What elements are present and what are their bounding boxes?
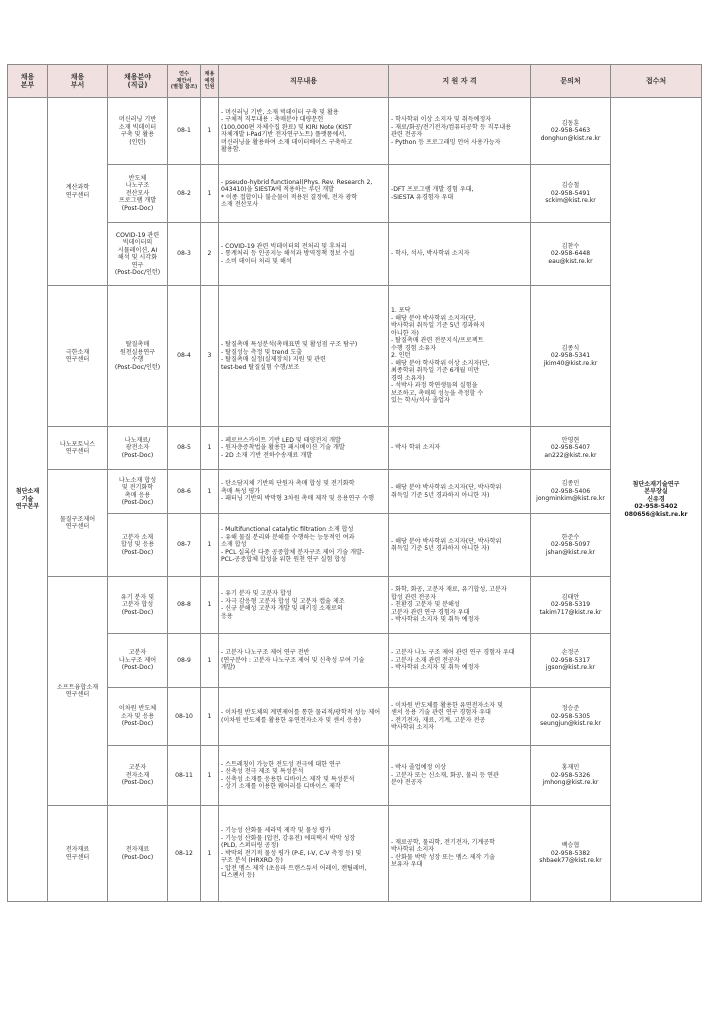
inquiry: 김찬수 02-958-6448 eau@kist.re.kr <box>531 223 611 286</box>
duties: - 고분자 나노구조 제어 연구 전반 (연구분야 : 고분자 나노구조 제어 및 신축성 부여 기술 개발) <box>219 634 389 688</box>
duties: - 기능성 산화물 세라믹 제작 및 물성 평가 - 기능성 산화물 (압전, 강유전) 에피택시 박막 성장 (PLD, 스퍼터링 공정) - 박막의 전기적 물성 평가 (P-E, I-V, C-V 측정 등) 및 구조 분석 (HRXRD 등) - 압전 멤스 제작 (초음파 트랜스듀서 어레이, 캔틸레버, 디스펜서 등) <box>219 806 389 902</box>
field: 고분자 소재 합성 및 응용 (Post-Doc) <box>108 514 168 577</box>
qualifications: - 박사 졸업예정 이상 - 고분자 또는 신소재, 화공, 물리 등 연관 분야 전공자 <box>389 746 531 806</box>
field: 고분자 전자소재 (Post-Doc) <box>108 746 168 806</box>
qualifications: - 해당 분야 박사학위 소지자(단, 박사학위 취득일 기준 5년 경과하지 아니한 자) <box>389 470 531 514</box>
duties: - COVID-19 관련 빅데이터의 전처리 및 후처리 - 통계처리 등 인공지능 해석과 방역정책 정보 수집 - 소비 데이터 처리 및 해석 <box>219 223 389 286</box>
header-row <box>8 65 702 98</box>
inquiry: 김동훈 02-958-5463 donghun@kist.re.kr <box>531 98 611 165</box>
header-dept: 채용 부서 <box>48 65 108 98</box>
count: 1 <box>201 514 219 577</box>
duties: - 스트레칭이 가능한 전도성 전극에 대한 연구 - 신축성 전극 제조 및 특성분석 - 신축성 소재를 응용한 디바이스 제작 및 특성분석 - 상기 소재를 이용한 웨어러블 디바이스 제작 <box>219 746 389 806</box>
field: 이차원 반도체 소자 및 응용 (Post-Doc) <box>108 688 168 746</box>
code: 08-9 <box>168 634 201 688</box>
field: COVID-19 관련 빅데이터의 시뮬레이션, AI 해석 및 시각화 연구 (Post-Doc/인턴) <box>108 223 168 286</box>
code: 08-8 <box>168 577 201 634</box>
contact-box: 첨단소재기술연구 본부장실 신유경 02-958-5402 080656@kist.re.kr <box>611 98 702 902</box>
dept-soft-hybrid: 소프트융합소재 연구센터 <box>48 577 108 806</box>
inquiry: 한준수 02-958-5097 jshan@kist.re.kr <box>531 514 611 577</box>
table-row <box>8 577 702 634</box>
code: 08-12 <box>168 806 201 902</box>
inquiry: 손정곤 02-958-5317 jgson@kist.re.kr <box>531 634 611 688</box>
qualifications: - 고분자 나노 구조 제어 관련 연구 경험자 우대 - 고분자 소재 관련 전공자 - 박사학위 소지자 및 취득 예정자 <box>389 634 531 688</box>
header-qualifications: 지 원 자 격 <box>389 65 531 98</box>
count: 1 <box>201 688 219 746</box>
dept-computational: 계산과학 연구센터 <box>48 98 108 286</box>
qualifications: - 학사, 석사, 박사학위 소지자 <box>389 223 531 286</box>
dept-materials-structure: 물질구조제어 연구센터 <box>48 470 108 577</box>
qualifications: -DFT 프로그램 개발 경험 우대, -SIESTA 유경험자 우대 <box>389 165 531 223</box>
field: 나노소재 합성 및 전기화학 촉매 응용 (Post-Doc) <box>108 470 168 514</box>
code: 08-5 <box>168 427 201 470</box>
header-inquiry: 문의처 <box>531 65 611 98</box>
inquiry: 김태안 02-958-5319 takim717@kist.re.kr <box>531 577 611 634</box>
count: 1 <box>201 634 219 688</box>
table-row <box>8 165 702 223</box>
count: 1 <box>201 806 219 902</box>
count: 1 <box>201 427 219 470</box>
table-row <box>8 806 702 902</box>
count: 1 <box>201 98 219 165</box>
inquiry: 홍재민 02-958-5326 jmhong@kist.re.kr <box>531 746 611 806</box>
dept-extreme-materials: 극한소재 연구센터 <box>48 286 108 427</box>
recruitment-table <box>7 64 702 902</box>
duties: - 페로브스카이트 기반 LED 및 태양전지 개발 - 원자층증착법을 활용한 패시베이션 기술 개발 - 2D 소재 기반 전하수송재료 개발 <box>219 427 389 470</box>
table-row <box>8 470 702 514</box>
duties: - 유기 분자 및 고분자 합성 - 자극 감응형 고분자 합성 및 고분자 캡슐 제조 - 신규 분해성 고분자 개발 및 패키징 소재로의 응용 <box>219 577 389 634</box>
dept-electronic-materials: 전자재료 연구센터 <box>48 806 108 902</box>
duties: - Multifunctional catalytic filtration 소재 합성 - 유해 물질 분리와 분해를 수행하는 능동적인 여과 소재 합성 - PCL 실록산 다중 공중합체 분자구조 제어 기술 개발- PCL-공중합체 합성을 위한 원천 연구 실험 합성 <box>219 514 389 577</box>
field: 고분자 나노구조 제어 (Post-Doc) <box>108 634 168 688</box>
duties: - 머신러닝 기반, 소재 빅데이터 구축 및 활용 - 구체적 직무내용 : 축매분야 대량문헌 (100,000편 자체수집 완료) 및 KIRI Note (KIST 자체개발 I-Pad기반 전자연구노트) 플랫폼에서, 머신러닝을 활용하여 소재 데이터베이스 구축하고 활용함. <box>219 98 389 165</box>
inquiry: 백승협 02-958-5382 shbaek77@kist.re.kr <box>531 806 611 902</box>
code: 08-1 <box>168 98 201 165</box>
header-count: 채용 예정 인원 <box>201 65 219 98</box>
qualifications: - 화학, 화공, 고분자 재료, 유기합성, 고분자 합성 관련 전공자 - 친환경 고분자 및 분해성 고분자 관련 연구 경험자 우대 - 박사학위 소지자 및 취득 예정자 <box>389 577 531 634</box>
code: 08-10 <box>168 688 201 746</box>
qualifications: 1. 포닥 - 해당 분야 박사학위 소지자(단, 박사학위 취득일 기준 5년 경과하지 아니한 자) - 탈질촉매 관련 전문지식/프로젝트 수행 경험 소유자 2. 인턴 - 해당 분야 학사학위 이상 소지자(단, 최종학위 취득일 기준 6개월 미만 경력 소유자) - 석박사 과정 학연생들의 실험을 보조하고, 촉매의 성능을 측정할 수 있는 학사/석사 졸업자 <box>389 286 531 427</box>
header-field: 채용분야 (직급) <box>108 65 168 98</box>
inquiry: 김종식 02-958-5341 jkim40@kist.re.kr <box>531 286 611 427</box>
header-hq: 채용 본부 <box>8 65 48 98</box>
table-row <box>8 688 702 746</box>
header-duties: 직무내용 <box>219 65 389 98</box>
duties: - 탄소담지체 기반의 단원자 촉매 합성 및 전기화학 촉매 특성 평가 - 패터닝 기반의 박막형 3차원 촉매 제작 및 응용연구 수행 <box>219 470 389 514</box>
table-row <box>8 98 702 165</box>
header-contact: 접수처 <box>611 65 702 98</box>
field: 반도체 나노구조 전산모사 프로그램 개발 (Post-Doc) <box>108 165 168 223</box>
inquiry: 정승준 02-958-5305 seungjun@kist.re.kr <box>531 688 611 746</box>
code: 08-2 <box>168 165 201 223</box>
count: 3 <box>201 286 219 427</box>
qualifications: - 이차원 반도체를 활용한 유연전자소자 및 센서 응용 기술 관련 연구 경험자 우대 - 전기전자, 재료, 기계, 고분자 전공 박사학위 소지자 <box>389 688 531 746</box>
header-code: 연수 제안서 (별첨 참조) <box>168 65 201 98</box>
table-row <box>8 634 702 688</box>
duties: - 이차원 반도체의 계면제어를 통한 물리적/광학적 성능 제어 (이차원 반도체를 활용한 유연전자소자 및 센서 응용) <box>219 688 389 746</box>
count: 1 <box>201 577 219 634</box>
qualifications: - 재료공학, 물리학, 전기전자, 기계공학 박사학위 소지자 - 산화물 박막 성장 또는 멤스 제작 기술 보유자 우대 <box>389 806 531 902</box>
table-row <box>8 427 702 470</box>
code: 08-3 <box>168 223 201 286</box>
count: 1 <box>201 746 219 806</box>
inquiry: 안영현 02-958-5407 an222@kist.re.kr <box>531 427 611 470</box>
qualifications: - 학사학위 이상 소지자 및 취득예정자 - 재료/화공/전기전자/컴퓨터공학 등 직무내용 관련 전공자 - Python 등 프로그래밍 언어 사용가능자 <box>389 98 531 165</box>
field: 머신러닝 기반 소재 빅데이터 구축 및 활용 (인턴) <box>108 98 168 165</box>
duties: - 탈질촉매 특성분석(촉매표면 및 활성점 구조 탐구) - 탈질성능 측정 및 trend 도출 - 탈질촉매 실정(실제장치) 지원 및 관련 test-bed 탈질실험 수행/보조 <box>219 286 389 427</box>
inquiry: 김종민 02-958-5406 jongminkim@kist.re.kr <box>531 470 611 514</box>
hq-name: 첨단소재 기술 연구본부 <box>8 98 48 902</box>
table-row <box>8 514 702 577</box>
field: 유기 분자 및 고분자 합성 (Post-Doc) <box>108 577 168 634</box>
count: 1 <box>201 470 219 514</box>
count: 2 <box>201 223 219 286</box>
table-row <box>8 223 702 286</box>
qualifications: - 해당 분야 박사학위 소지자(단, 박사학위 취득일 기준 5년 경과하지 아니한 자) <box>389 514 531 577</box>
code: 08-6 <box>168 470 201 514</box>
field: 전자재료 (Post-Doc) <box>108 806 168 902</box>
qualifications: - 박사 학위 소지자 <box>389 427 531 470</box>
inquiry: 김승철 02-958-5491 sckim@kist.re.kr <box>531 165 611 223</box>
table-row <box>8 286 702 427</box>
duties: - pseudo-hybrid functional(Phys. Rev. Research 2, 043410)을 SIESTA에 적용하는 루틴 개발 * 이종 접합이나 불순물이 적용된 결정에, 전자 광학 소재 전산모사 <box>219 165 389 223</box>
dept-nanophotonics: 나노포토닉스 연구센터 <box>48 427 108 470</box>
code: 08-11 <box>168 746 201 806</box>
field: 탈질촉매 원천실용연구 수행 (Post-Doc/인턴) <box>108 286 168 427</box>
table-row <box>8 746 702 806</box>
code: 08-7 <box>168 514 201 577</box>
field: 나노재료/ 광전소자 (Post-Doc) <box>108 427 168 470</box>
count: 1 <box>201 165 219 223</box>
code: 08-4 <box>168 286 201 427</box>
